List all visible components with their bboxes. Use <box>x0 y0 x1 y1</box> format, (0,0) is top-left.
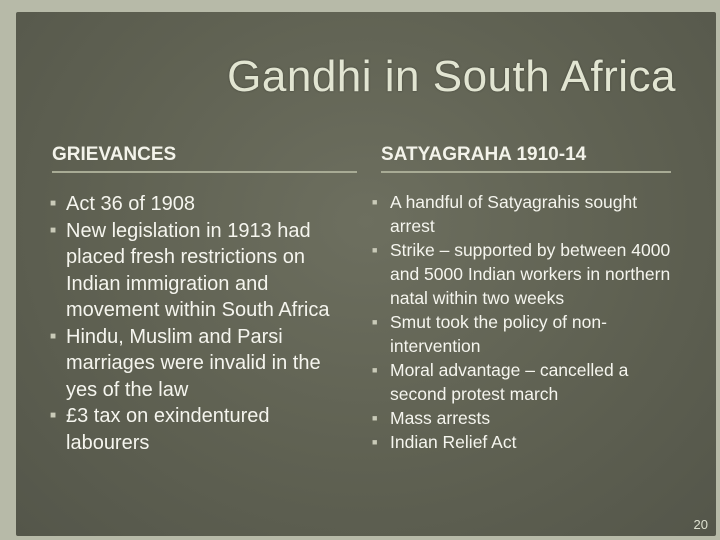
list-item-text: Mass arrests <box>390 408 491 428</box>
list-item-text: Smut took the policy of non-intervention <box>390 312 607 356</box>
list-item-text: Act 36 of 1908 <box>66 193 195 215</box>
slide-title: Gandhi in South Africa <box>227 52 676 101</box>
list-item-text: Indian Relief Act <box>390 432 517 452</box>
bullet-icon: ■ <box>372 317 378 327</box>
list-item <box>372 406 672 430</box>
page-number: 20 <box>693 517 708 532</box>
list-item <box>372 430 672 454</box>
list-item <box>48 218 348 324</box>
grievances-divider <box>52 171 357 173</box>
bullet-icon: ■ <box>50 224 57 236</box>
bullet-icon: ■ <box>372 365 378 375</box>
list-item <box>372 238 672 310</box>
list-item <box>48 403 348 456</box>
list-item-text: Hindu, Muslim and Parsi marriages were invalid in the yes of the law <box>66 325 321 401</box>
list-item <box>372 310 672 358</box>
grievances-heading: GRIEVANCES <box>52 144 177 165</box>
list-item-text: Moral advantage – cancelled a second protest march <box>390 360 629 404</box>
list-item-text: Strike – supported by between 4000 and 5000 Indian workers in northern natal within two weeks <box>390 240 671 308</box>
bullet-icon: ■ <box>50 330 57 342</box>
grievances-list <box>48 191 348 456</box>
satyagraha-list <box>372 190 672 454</box>
bullet-icon: ■ <box>50 410 57 421</box>
bullet-icon: ■ <box>372 413 378 423</box>
list-item <box>372 358 672 406</box>
bullet-icon: ■ <box>372 197 378 207</box>
list-item <box>48 191 348 218</box>
list-item <box>372 190 672 238</box>
list-item-text: New legislation in 1913 had placed fresh restrictions on Indian immigration and movement within South Africa <box>66 219 330 321</box>
list-item <box>48 324 348 404</box>
satyagraha-heading: SATYAGRAHA 1910-14 <box>381 144 587 165</box>
bullet-icon: ■ <box>372 245 378 255</box>
satyagraha-divider <box>381 171 671 173</box>
bullet-icon: ■ <box>372 437 378 447</box>
list-item-text: £3 tax on exindentured labourers <box>66 405 270 454</box>
list-item-text: A handful of Satyagrahis sought arrest <box>390 192 638 236</box>
bullet-icon: ■ <box>50 198 57 209</box>
